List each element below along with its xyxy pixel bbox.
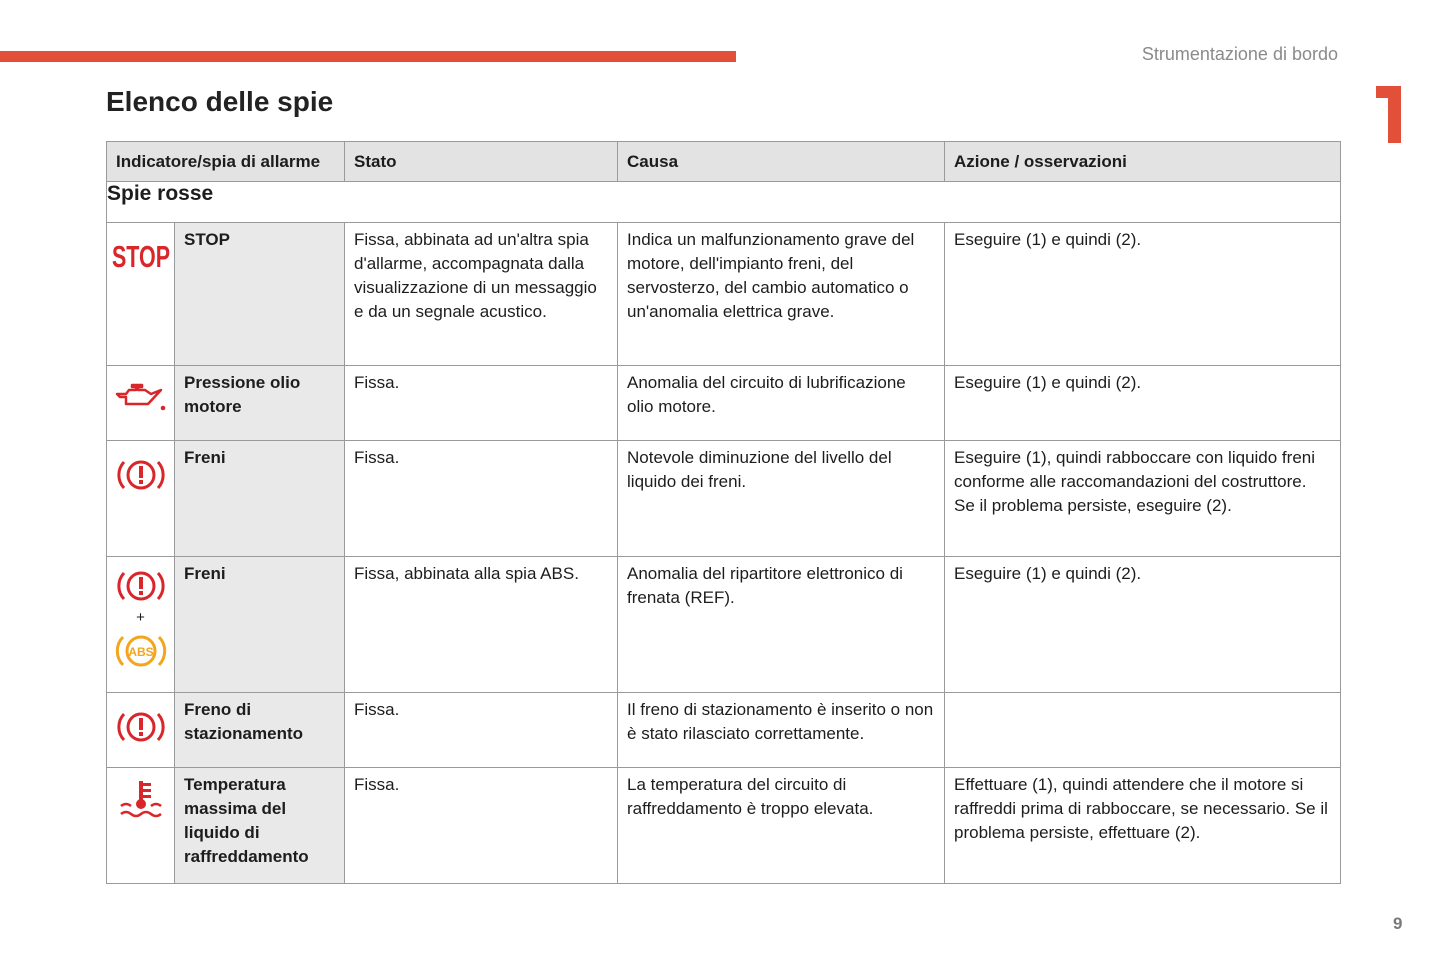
column-header: Causa	[618, 142, 945, 182]
row-azione: Effettuare (1), quindi attendere che il motore si raffreddi prima di rabboccare, se necessario. Se il problema persiste, effettuare (2).	[945, 768, 1341, 884]
stop-icon-text: STOP	[111, 239, 170, 274]
row-azione	[945, 693, 1341, 768]
row-causa: Anomalia del circuito di lubrificazione olio motore.	[618, 366, 945, 441]
table-row	[107, 441, 1341, 557]
row-causa: Il freno di stazionamento è inserito o non è stato rilasciato correttamente.	[618, 693, 945, 768]
row-causa: Anomalia del ripartitore elettronico di frenata (REF).	[618, 557, 945, 693]
row-stato: Fissa.	[345, 366, 618, 441]
table-row	[107, 693, 1341, 768]
warning-lights-table	[106, 141, 1341, 884]
table-row	[107, 557, 1341, 693]
row-azione: Eseguire (1) e quindi (2).	[945, 223, 1341, 366]
parking-brake-icon	[116, 707, 166, 747]
row-causa: Notevole diminuzione del livello del liquido dei freni.	[618, 441, 945, 557]
page-number: 9	[1393, 914, 1403, 933]
row-azione: Eseguire (1) e quindi (2).	[945, 366, 1341, 441]
table-row	[107, 223, 1341, 366]
table-row	[107, 366, 1341, 441]
group-row	[107, 182, 1341, 223]
column-header: Azione / osservazioni	[945, 142, 1341, 182]
plus-sign: +	[136, 609, 145, 626]
row-azione: Eseguire (1) e quindi (2).	[945, 557, 1341, 693]
row-causa: La temperatura del circuito di raffreddamento è troppo elevata.	[618, 768, 945, 884]
row-name: Freno di stazionamento	[175, 693, 345, 768]
coolant-temperature-icon	[117, 778, 165, 820]
row-stato: Fissa.	[345, 693, 618, 768]
abs-label: ABS	[127, 645, 154, 659]
row-stato: Fissa.	[345, 441, 618, 557]
row-name: Freni	[175, 557, 345, 693]
group-title: Spie rosse	[107, 182, 1341, 223]
row-azione: Eseguire (1), quindi rabboccare con liquido freni conforme alle raccomandazioni del costruttore. Se il problema persiste, eseguire (2).	[945, 441, 1341, 557]
row-name: Pressione olio motore	[175, 366, 345, 441]
table-header-row	[107, 142, 1341, 182]
row-name: Freni	[175, 441, 345, 557]
chapter-marker-icon	[1376, 86, 1401, 143]
stop-icon	[110, 237, 172, 274]
brake-warning-icon	[116, 566, 166, 606]
top-accent-bar	[0, 51, 736, 62]
row-name: STOP	[175, 223, 345, 366]
column-header: Stato	[345, 142, 618, 182]
section-title: Strumentazione di bordo	[1141, 44, 1338, 64]
table-row	[107, 768, 1341, 884]
column-header: Indicatore/spia di allarme	[107, 142, 345, 182]
row-name: Temperatura massima del liquido di raffreddamento	[175, 768, 345, 884]
oil-can-icon	[113, 384, 169, 414]
row-causa: Indica un malfunzionamento grave del motore, dell'impianto freni, del servosterzo, del cambio automatico o un'anomalia elettrica grave.	[618, 223, 945, 366]
row-stato: Fissa, abbinata ad un'altra spia d'allarme, accompagnata dalla visualizzazione di un messaggio e da un segnale acustico.	[345, 223, 618, 366]
row-stato: Fissa.	[345, 768, 618, 884]
row-stato: Fissa, abbinata alla spia ABS.	[345, 557, 618, 693]
page-title: Elenco delle spie	[106, 86, 334, 117]
abs-warning-icon	[114, 630, 168, 672]
brake-warning-icon	[116, 455, 166, 495]
